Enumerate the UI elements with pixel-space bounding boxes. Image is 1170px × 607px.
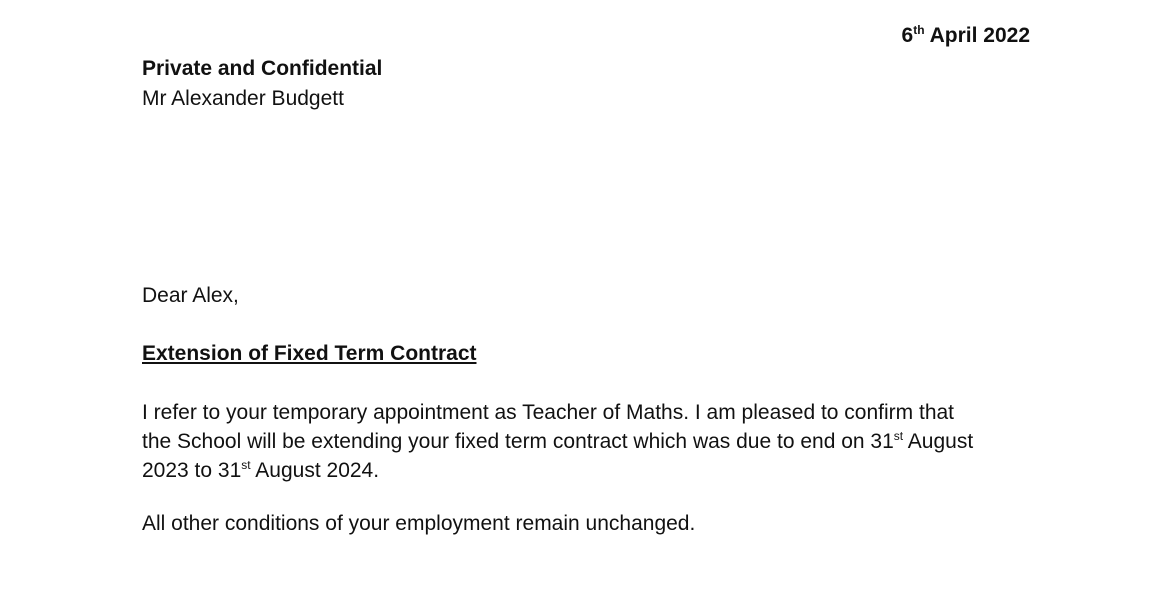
body-line-2-end: August [907, 430, 974, 453]
confidential-label: Private and Confidential [142, 57, 383, 80]
addressee-block [142, 54, 382, 114]
date-month-year: April 2022 [929, 24, 1030, 47]
body-line-3: 2023 to 31 [142, 459, 242, 482]
letter-date [902, 24, 1030, 48]
salutation: Dear Alex, [142, 284, 239, 307]
body-line-1: I refer to your temporary appointment as Teacher of Maths. I am pleased to confirm that [142, 401, 955, 424]
body-paragraph [142, 398, 1022, 485]
body-line-2: the School will be extending your fixed term contract which was due to end on 31 [142, 430, 894, 453]
date-day-suffix: th [913, 23, 925, 37]
letter-subject: Extension of Fixed Term Contract [142, 342, 477, 365]
ordinal-suffix-2: st [241, 458, 251, 472]
closing-paragraph: All other conditions of your employment remain unchanged. [142, 512, 696, 535]
body-line-3-end: August 2024. [255, 459, 380, 482]
date-day: 6 [901, 24, 914, 47]
ordinal-suffix-1: st [893, 429, 904, 443]
recipient-name: Mr Alexander Budgett [142, 87, 344, 110]
